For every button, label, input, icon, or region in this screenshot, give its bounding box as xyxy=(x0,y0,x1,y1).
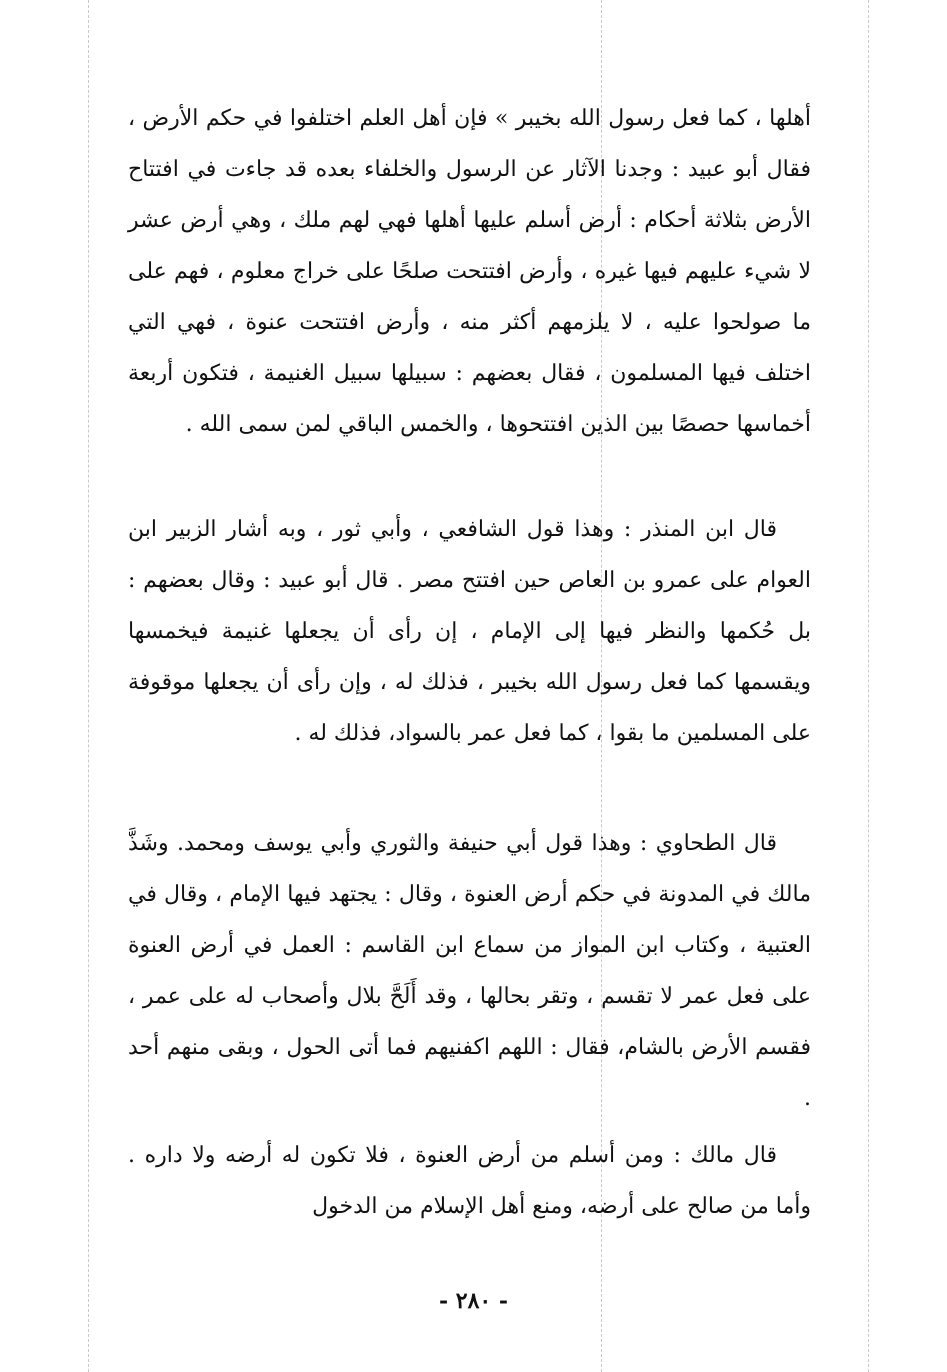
paragraph-text: أهلها ، كما فعل رسول الله بخيبر » فإن أهل العلم اختلفوا في حكم الأرض ، فقال أبو عبيد : وجدنا الآثار عن الرسول والخلفاء بعده قد جاءت في افتتاح الأرض بثلاثة أحكام : أرض أسلم عليها أهلها فهي لهم ملك ، وهي أرض عشر لا شيء عليهم فيها غيره ، وأرض افتتحت صلحًا على خراج معلوم ، فهم على ما صولحوا عليه ، لا يلزمهم أكثر منه ، وأرض افتتحت عنوة ، فهي التي اختلف فيها المسلمون ، فقال بعضهم : سبيلها سبيل الغنيمة ، فتكون أربعة أخماسها حصصًا بين الذين افتتحوها ، والخمس الباقي لمن سمى الله . xyxy=(128,106,811,437)
paragraph-2 xyxy=(128,504,811,759)
paragraph-4 xyxy=(128,1130,811,1232)
paragraph-text: قال الطحاوي : وهذا قول أبي حنيفة والثوري وأبي يوسف ومحمد. وشَذَّ مالك في المدونة في حكم أرض العنوة ، وقال : يجتهد فيها الإمام ، وقال في العتبية ، وكتاب ابن المواز من سماع ابن القاسم : العمل في أرض العنوة على فعل عمر لا تقسم ، وتقر بحالها ، وقد أَلَحَّ بلال وأصحاب له على عمر ، فقسم الأرض بالشام، فقال : اللهم اكفنيهم فما أتى الحول ، وبقى منهم أحد . xyxy=(128,831,811,1111)
page-number: - ٢٨٠ - xyxy=(438,1288,509,1314)
paragraph-text: قال مالك : ومن أسلم من أرض العنوة ، فلا تكون له أرضه ولا داره . وأما من صالح على أرضه، ومنع أهل الإسلام من الدخول xyxy=(128,1143,811,1219)
scan-guide-line xyxy=(868,0,869,1372)
paragraph-1 xyxy=(128,93,811,450)
paragraph-3 xyxy=(128,818,811,1124)
scan-guide-line xyxy=(88,0,89,1372)
paragraph-text: قال ابن المنذر : وهذا قول الشافعي ، وأبي ثور ، وبه أشار الزبير ابن العوام على عمرو بن العاص حين افتتح مصر . قال أبو عبيد : وقال بعضهم : بل حُكمها والنظر فيها إلى الإمام ، إن رأى أن يجعلها غنيمة فيخمسها ويقسمها كما فعل رسول الله بخيبر ، فذلك له ، وإن رأى أن يجعلها موقوفة على المسلمين ما بقوا ، كما فعل عمر بالسواد، فذلك له . xyxy=(128,517,811,746)
